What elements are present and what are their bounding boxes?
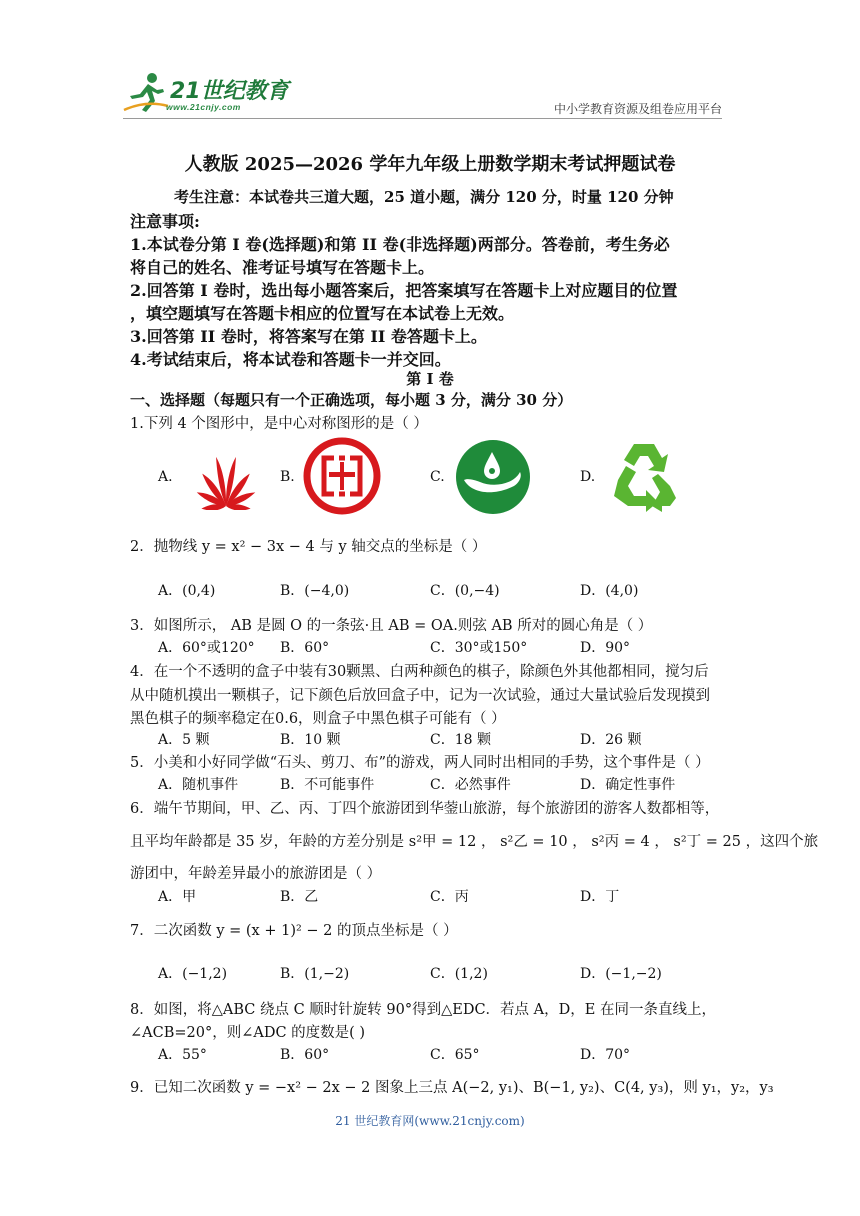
- q4-option-c: C．18 颗: [430, 732, 491, 748]
- q5-option-b: B．不可能事件: [280, 777, 375, 793]
- q8-option-d: D．70°: [580, 1047, 631, 1063]
- q1-option-d-label: D.: [580, 469, 596, 485]
- q4-option-d: D．26 颗: [580, 732, 642, 748]
- instruction-2b: ，填空题填写在答题卡相应的位置写在本试卷上无效。: [130, 304, 515, 323]
- logo-url: www.21cnjy.com: [166, 102, 241, 112]
- recycle-icon: [604, 436, 684, 516]
- platform-label: 中小学教育资源及组卷应用平台: [553, 102, 722, 116]
- q2-option-a: A．(0,4): [158, 583, 216, 599]
- q2-option-b: B．(−4,0): [280, 583, 350, 599]
- question-9-stem: 9．已知二次函数 y = −x² − 2x − 2 图象上三点 A(−2, y₁)、B(−1, y₂)、C(4, y₃)，则 y₁，y₂，y₃: [130, 1080, 774, 1096]
- exam-title: 人教版 2025—2026 学年九年级上册数学期末考试押题试卷: [184, 154, 676, 175]
- instruction-2a: 2.回答第 I 卷时，选出每小题答案后，把答案填写在答题卡上对应题目的位置: [130, 281, 678, 300]
- question-4-line-2: 从中随机摸出一颗棋子，记下颜色后放回盒子中，记为一次试验，通过大量试验后发现摸到: [130, 688, 710, 704]
- q6-option-a: A．甲: [158, 889, 197, 905]
- instructions-heading: 注意事项:: [130, 212, 200, 231]
- q8-option-a: A．55°: [158, 1047, 207, 1063]
- runner-logo-icon: [122, 70, 170, 116]
- site-logo: [122, 70, 292, 118]
- q3-option-c: C．30°或150°: [430, 640, 528, 656]
- q6-option-c: C．丙: [430, 889, 469, 905]
- question-3-stem: 3．如图所示， AB 是圆 O 的一条弦·且 AB = OA.则弦 AB 所对的圆心角是（ ）: [130, 618, 653, 634]
- question-6-line-1: 6．端午节期间，甲、乙、丙、丁四个旅游团到华蓥山旅游，每个旅游团的游客人数都相等，: [130, 801, 720, 817]
- instruction-3: 3.回答第 II 卷时，将答案写在第 II 卷答题卡上。: [130, 327, 487, 346]
- huawei-logo-icon: [182, 440, 270, 510]
- question-2-stem: 2．抛物线 y = x² − 3x − 4 与 y 轴交点的坐标是（ ）: [130, 539, 487, 555]
- instruction-1b: 将自己的姓名、准考证号填写在答题卡上。: [130, 258, 435, 277]
- q7-option-d: D．(−1,−2): [580, 966, 662, 982]
- q5-option-c: C．必然事件: [430, 777, 511, 793]
- question-6-line-3: 游团中，年龄差异最小的旅游团是（ ）: [130, 866, 382, 882]
- logo-text: 21世纪教育: [170, 79, 289, 104]
- q5-option-a: A．随机事件: [158, 777, 239, 793]
- green-circle-logo-icon: [454, 438, 532, 516]
- q4-option-a: A．5 颗: [158, 732, 210, 748]
- question-8-line-1: 8．如图，将△ABC 绕点 C 顺时针旋转 90°得到△EDC．若点 A，D，E 在同一条直线上，: [130, 1002, 716, 1018]
- q8-option-b: B．60°: [280, 1047, 330, 1063]
- q1-option-c-label: C.: [430, 469, 445, 485]
- instruction-4: 4.考试结束后，将本试卷和答题卡一并交回。: [130, 350, 451, 369]
- q4-option-b: B．10 颗: [280, 732, 341, 748]
- question-6-line-2: 且平均年龄都是 35 岁，年龄的方差分别是 s²甲 = 12 ， s²乙 = 10 ， s²丙 = 4 ， s²丁 = 25 ，这四个旅: [130, 834, 819, 850]
- q2-option-d: D．(4,0): [580, 583, 639, 599]
- question-4-line-3: 黑色棋子的频率稳定在0.6，则盒子中黑色棋子可能有（ ）: [130, 711, 506, 727]
- q3-option-b: B．60°: [280, 640, 330, 656]
- instruction-1a: 1.本试卷分第 I 卷(选择题)和第 II 卷(非选择题)两部分。答卷前，考生务必: [130, 235, 670, 254]
- q2-option-c: C．(0,−4): [430, 583, 500, 599]
- icbc-logo-icon: [302, 436, 382, 516]
- question-4-line-1: 4．在一个不透明的盒子中装有30颗黑、白两种颜色的棋子，除颜色外其他都相同，搅匀后: [130, 664, 709, 680]
- q7-option-a: A．(−1,2): [158, 966, 228, 982]
- q1-option-b-label: B.: [280, 469, 295, 485]
- q8-option-c: C．65°: [430, 1047, 480, 1063]
- page-header: [0, 0, 860, 125]
- q5-option-d: D．确定性事件: [580, 777, 676, 793]
- q6-option-d: D．丁: [580, 889, 620, 905]
- part-heading: 第 I 卷: [406, 370, 454, 388]
- question-8-line-2: ∠ACB=20°，则∠ADC 的度数是( ): [130, 1025, 366, 1041]
- q7-option-c: C．(1,2): [430, 966, 488, 982]
- q7-option-b: B．(1,−2): [280, 966, 350, 982]
- q3-option-a: A．60°或120°: [158, 640, 255, 656]
- exam-notice: 考生注意：本试卷共三道大题，25 道小题，满分 120 分，时量 120 分钟: [174, 188, 674, 206]
- header-divider: [123, 118, 722, 119]
- page-footer[interactable]: 21 世纪教育网(www.21cnjy.com): [335, 1114, 525, 1128]
- q3-option-d: D．90°: [580, 640, 631, 656]
- question-1-stem: 1.下列 4 个图形中，是中心对称图形的是（ ）: [130, 416, 428, 432]
- section-heading: 一、选择题（每题只有一个正确选项，每小题 3 分，满分 30 分）: [130, 391, 573, 409]
- q6-option-b: B．乙: [280, 889, 319, 905]
- question-7-stem: 7．二次函数 y = (x + 1)² − 2 的顶点坐标是（ ）: [130, 923, 458, 939]
- question-5-stem: 5．小美和小好同学做“石头、剪刀、布”的游戏，两人同时出相同的手势，这个事件是（ ）: [130, 755, 710, 771]
- q1-option-a-label: A.: [158, 469, 173, 485]
